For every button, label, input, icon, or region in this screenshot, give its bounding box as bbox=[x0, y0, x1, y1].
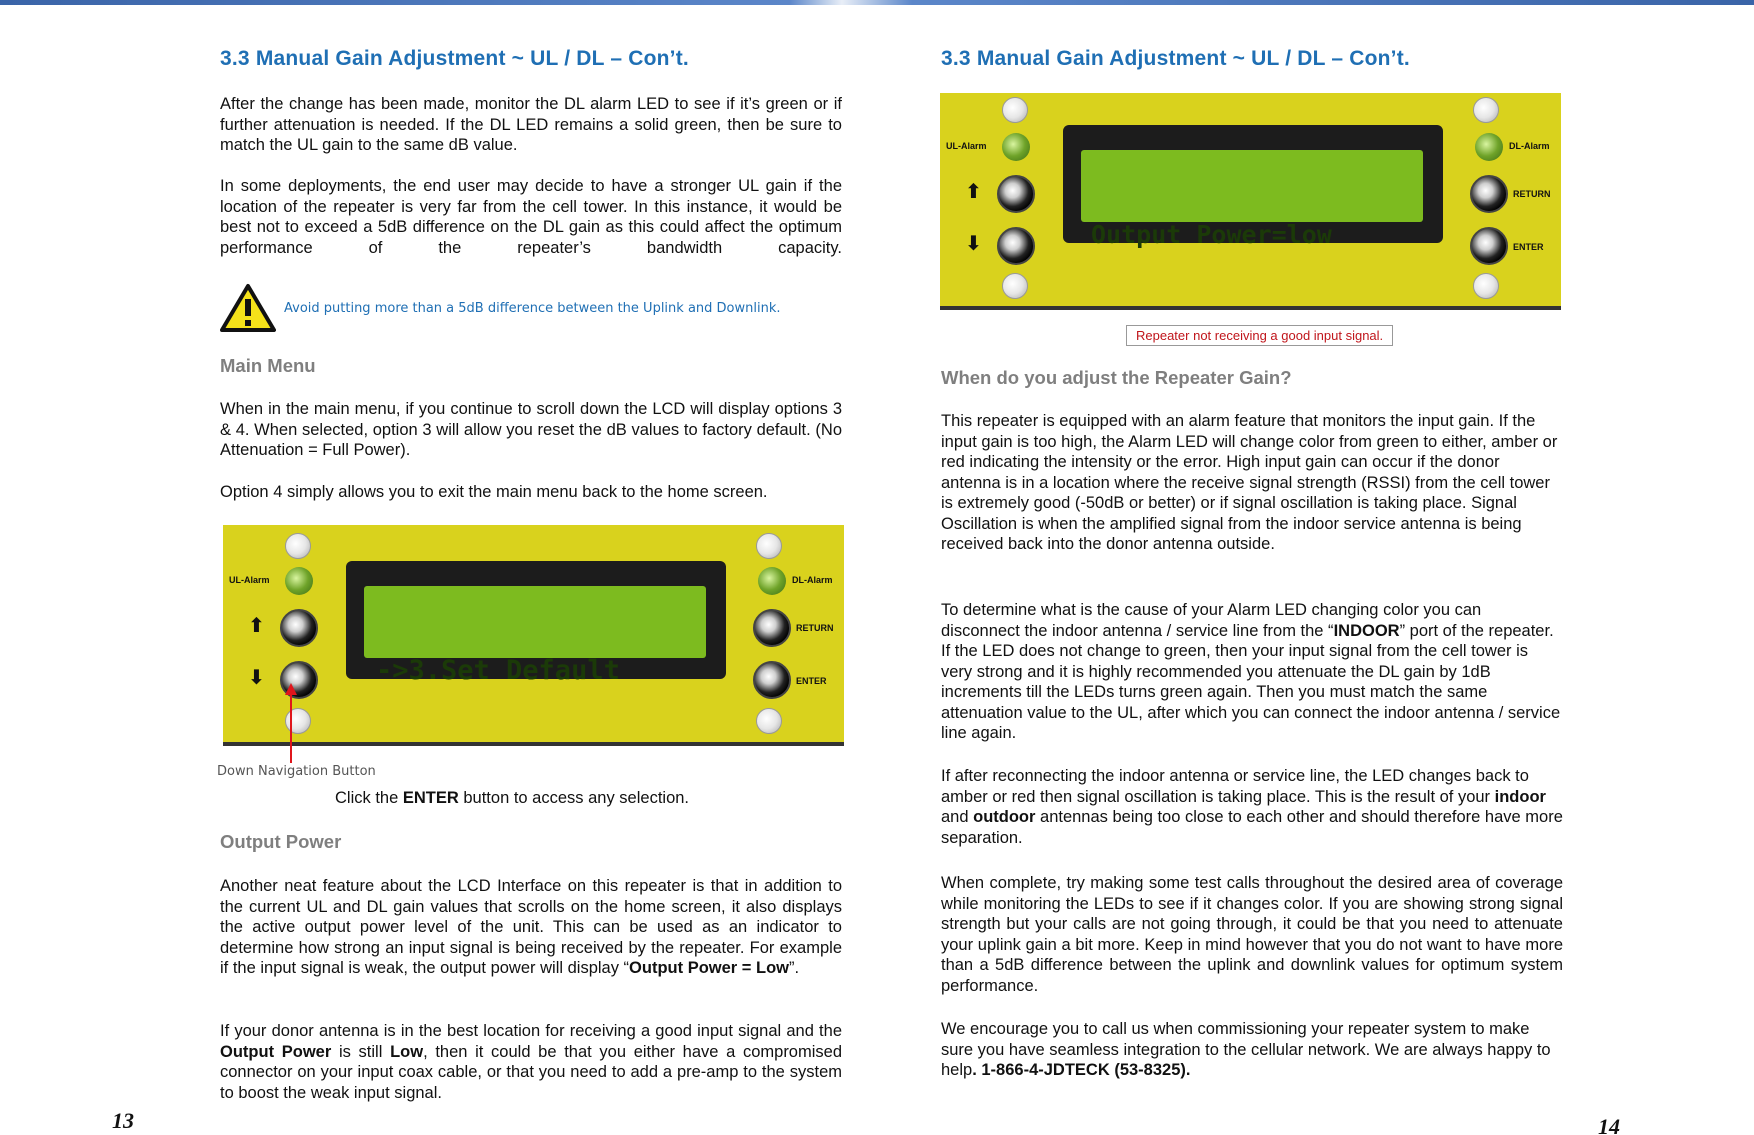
enter-button[interactable] bbox=[1470, 227, 1508, 265]
left-para-5: Another neat feature about the LCD Interface on this repeater is that in addition to the current UL and DL gain values that scrolls on the home screen, it also displays the active output power level of the unit. This can be used as an indicator to determine how strong an input signal is being received by the repeater. For example if the input signal is weak, the output power will display “Output Power = Low”. bbox=[220, 877, 842, 977]
screw-icon bbox=[1473, 273, 1499, 299]
left-para-1: After the change has been made, monitor the DL alarm LED to see if it’s green or if further attenuation is needed. If the DL LED remains a solid green, then be sure to match the UL gain to the same dB value. bbox=[220, 95, 842, 154]
main-menu-heading: Main Menu bbox=[220, 355, 316, 376]
left-para-2: In some deployments, the end user may decide to have a stronger UL gain if the location of the repeater is very far from the cell tower. In this instance, it would be best not to exceed a 5dB difference on the DL gain as this could affect the optimum performance of the repeater’s bandwidth capacity. bbox=[220, 177, 842, 257]
right-para-5: We encourage you to call us when commissioning your repeater system to make sure you have seamless integration to the cellular network. We are always happy to help. 1-866-4-JDTECK (53-8325). bbox=[941, 1020, 1551, 1079]
pointer-arrow-icon bbox=[284, 683, 298, 763]
screw-icon bbox=[285, 533, 311, 559]
repeater-panel-image-menu bbox=[223, 525, 844, 746]
ul-alarm-led bbox=[1002, 133, 1030, 161]
screw-icon bbox=[1002, 273, 1028, 299]
return-label: RETURN bbox=[796, 623, 834, 633]
down-arrow-icon: ⬇ bbox=[248, 667, 265, 689]
lcd-frame bbox=[1063, 125, 1443, 249]
lcd-screen bbox=[364, 586, 706, 686]
adjust-gain-heading: When do you adjust the Repeater Gain? bbox=[941, 367, 1292, 388]
warning-text: Avoid putting more than a 5dB difference between the Uplink and Downlink. bbox=[284, 300, 781, 316]
return-button[interactable] bbox=[753, 609, 791, 647]
image-caption: Repeater not receiving a good input signal. bbox=[1126, 325, 1393, 346]
right-page-title: 3.3 Manual Gain Adjustment ~ UL / DL – Con’t. bbox=[941, 47, 1410, 70]
enter-caption: Click the ENTER button to access any selection. bbox=[335, 789, 689, 807]
lcd-line-1: Output Power=low bbox=[1091, 220, 1332, 249]
screw-icon bbox=[1002, 97, 1028, 123]
enter-button[interactable] bbox=[753, 661, 791, 699]
down-navigation-label: Down Navigation Button bbox=[217, 764, 376, 779]
return-button[interactable] bbox=[1470, 175, 1508, 213]
left-page-title: 3.3 Manual Gain Adjustment ~ UL / DL – Con’t. bbox=[220, 47, 689, 70]
ul-alarm-label: UL-Alarm bbox=[229, 575, 270, 585]
right-page bbox=[877, 0, 1754, 1135]
lcd-line-1: ->3.Set Default bbox=[376, 655, 620, 686]
right-para-2: To determine what is the cause of your Alarm LED changing color you can disconnect the indoor antenna / service line from the “INDOOR” port of the repeater. If the LED does not change to green, then your input signal from the cell tower is very strong and it is highly recommended you attenuate the DL gain by 1dB increments till the LEDs turns green again. Then you must match the same attenuation value to the UL, after which you can connect the indoor antenna / service line again. bbox=[941, 601, 1561, 742]
left-para-6: If your donor antenna is in the best location for receiving a good input signal and the Output Power is still Low, then it could be that you either have a compromised connector on your input coax cable, or that you need to add a pre-amp to the system to boost the weak input signal. bbox=[220, 1022, 842, 1102]
enter-label: ENTER bbox=[796, 676, 827, 686]
ul-alarm-label: UL-Alarm bbox=[946, 141, 987, 151]
ul-alarm-led bbox=[285, 567, 313, 595]
up-button[interactable] bbox=[280, 609, 318, 647]
dl-alarm-led bbox=[1475, 133, 1503, 161]
screw-icon bbox=[756, 533, 782, 559]
warning-note bbox=[220, 283, 781, 333]
right-para-4: When complete, try making some test calls throughout the desired area of coverage while monitoring the LEDs to see if it changes color. If you are showing strong signal strength but your calls are not going through, it could be that you need to attenuate your uplink gain a bit more. Keep in mind however that you do not want to have more than a 5dB difference between the uplink and downlink values for optimum system performance. bbox=[941, 874, 1563, 995]
left-para-4: Option 4 simply allows you to exit the main menu back to the home screen. bbox=[220, 483, 768, 501]
dl-alarm-label: DL-Alarm bbox=[792, 575, 833, 585]
lcd-frame bbox=[346, 561, 726, 686]
up-arrow-icon: ⬆ bbox=[248, 615, 265, 637]
page-number-left: 13 bbox=[112, 1108, 134, 1133]
right-para-3: If after reconnecting the indoor antenna or service line, the LED changes back to amber or red then signal oscillation is taking place. This is the result of your indoor and outdoor antennas being too close to each other and should therefore have more separation. bbox=[941, 767, 1563, 847]
repeater-panel-image-low-power bbox=[940, 93, 1561, 310]
up-button[interactable] bbox=[997, 175, 1035, 213]
right-para-1: This repeater is equipped with an alarm feature that monitors the input gain. If the input gain is too high, the Alarm LED will change color from green to either, amber or red indicating the intensity or the error. High input gain can occur if the donor antenna is in a location where the receive signal strength (RSSI) from the cell tower is extremely good (-50dB or better) or if signal oscillation is taking place. Signal Oscillation is when the amplified signal from the indoor service antenna is being received back into the donor antenna outside. bbox=[941, 412, 1558, 553]
screw-icon bbox=[1473, 97, 1499, 123]
return-label: RETURN bbox=[1513, 189, 1551, 199]
warning-icon bbox=[220, 283, 276, 333]
up-arrow-icon: ⬆ bbox=[965, 181, 982, 203]
dl-alarm-led bbox=[758, 567, 786, 595]
lcd-screen bbox=[1081, 150, 1423, 249]
enter-label: ENTER bbox=[1513, 242, 1544, 252]
left-para-3: When in the main menu, if you continue to scroll down the LCD will display options 3 & 4. When selected, option 3 will allow you reset the dB values to factory default. (No Attenuation = Full Power). bbox=[220, 400, 842, 459]
down-button[interactable] bbox=[997, 227, 1035, 265]
dl-alarm-label: DL-Alarm bbox=[1509, 141, 1550, 151]
page-number-right: 14 bbox=[1598, 1114, 1620, 1135]
output-power-heading: Output Power bbox=[220, 831, 342, 852]
screw-icon bbox=[756, 708, 782, 734]
down-arrow-icon: ⬇ bbox=[965, 233, 982, 255]
